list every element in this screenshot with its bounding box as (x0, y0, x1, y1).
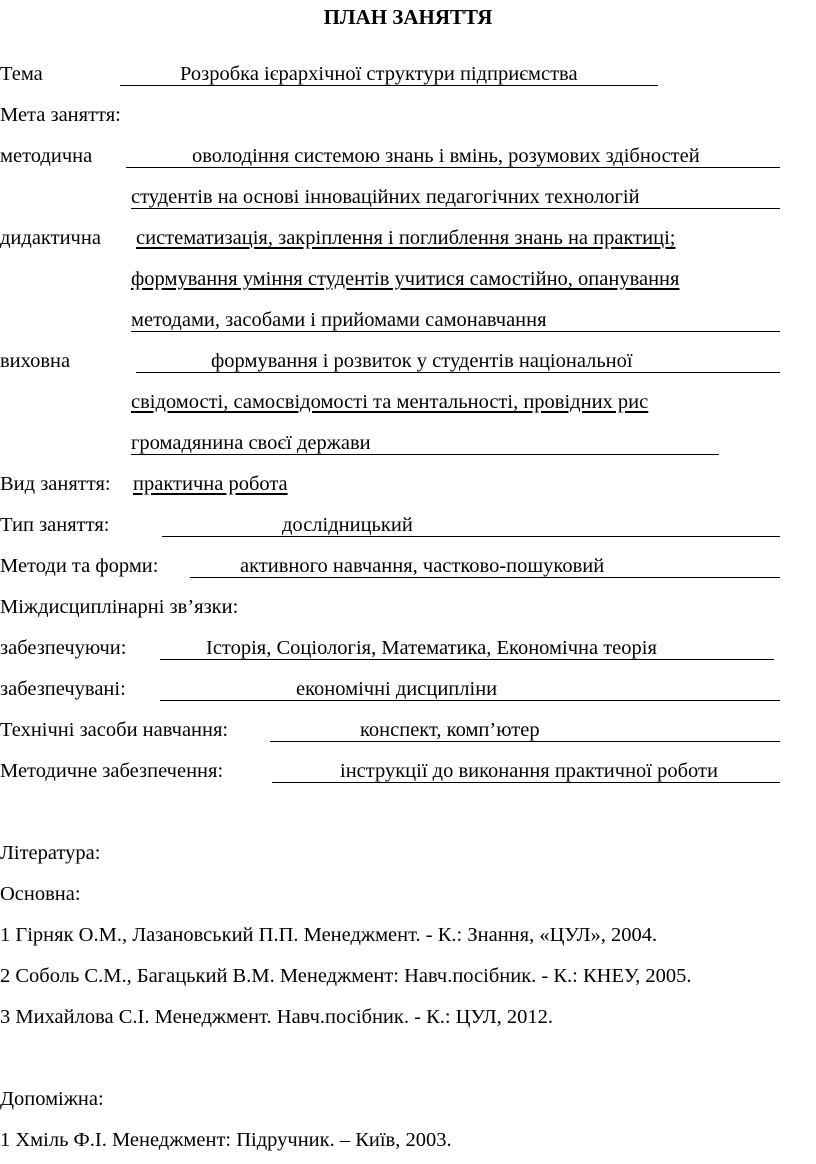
page-title: ПЛАН ЗАНЯТТЯ (323, 5, 493, 29)
literature-label: Література: (0, 842, 101, 864)
method-support-label: Методичне забезпечення: (0, 760, 224, 782)
methodical-goal-label: методична (0, 145, 93, 167)
main-literature-label: Основна: (0, 883, 81, 905)
provided-value: економічні дисципліни (296, 678, 498, 700)
main-literature-item: 2 Соболь С.М., Багацький В.М. Менеджмент: Навч.посібник. - К.: КНЕУ, 2005. (0, 965, 692, 987)
educational-goal-line-2: свідомості, самосвідомості та ментальності, провідних рис (131, 391, 649, 413)
main-literature-item: 1 Гірняк О.М., Лазановський П.П. Менеджмент. - К.: Знання, «ЦУЛ», 2004. (0, 924, 658, 946)
didactic-goal-line-1: систематизація, закріплення і поглиблення знань на практиці; (136, 227, 676, 249)
lesson-type-underline (162, 536, 780, 537)
providing-value: Історія, Соціологія, Математика, Економічна теорія (206, 637, 657, 659)
providing-label: забезпечуючи: (0, 637, 127, 659)
lesson-type-label: Тип заняття: (0, 514, 110, 536)
topic-label: Тема (0, 63, 43, 85)
educational-goal-line-1: формування і розвиток у студентів національної (211, 350, 633, 372)
topic-value: Розробка ієрархічної структури підприємства (180, 63, 578, 85)
educational-goal-line-3: громадянина своєї держави (131, 432, 371, 454)
methodical-goal-line-1: оволодіння системою знань і вмінь, розумових здібностей (192, 145, 700, 167)
main-literature-item: 3 Михайлова С.І. Менеджмент. Навч.посібник. - К.: ЦУЛ, 2012. (0, 1006, 553, 1028)
didactic-goal-label: дидактична (0, 227, 101, 249)
methods-value: активного навчання, частково-пошуковий (240, 555, 605, 577)
methodical-goal-line-2: студентів на основі інноваційних педагогічних технологій (131, 186, 640, 208)
provided-label: забезпечувані: (0, 678, 126, 700)
interdisciplinary-label: Міждисциплінарні зв’язки: (0, 596, 239, 618)
didactic-goal-line-2: формування уміння студентів учитися самостійно, опанування (131, 268, 680, 290)
method-support-value: інструкції до виконання практичної роботи (340, 760, 718, 782)
methods-label: Методи та форми: (0, 555, 159, 577)
educational-goal-label: виховна (0, 350, 71, 372)
aux-literature-item: 1 Хміль Ф.І. Менеджмент: Підручник. – Київ, 2003. (0, 1129, 452, 1151)
tech-label: Технічні засоби навчання: (0, 719, 229, 741)
lesson-type-value: дослідницький (282, 514, 413, 536)
didactic-goal-line-3: методами, засобами і прийомами самонавчання (131, 309, 547, 331)
goal-label: Мета заняття: (0, 104, 121, 126)
aux-literature-label: Допоміжна: (0, 1088, 104, 1110)
lesson-kind-value: практична робота (133, 473, 288, 495)
tech-value: конспект, комп’ютер (360, 719, 540, 741)
lesson-kind-label: Вид заняття: (0, 473, 111, 495)
